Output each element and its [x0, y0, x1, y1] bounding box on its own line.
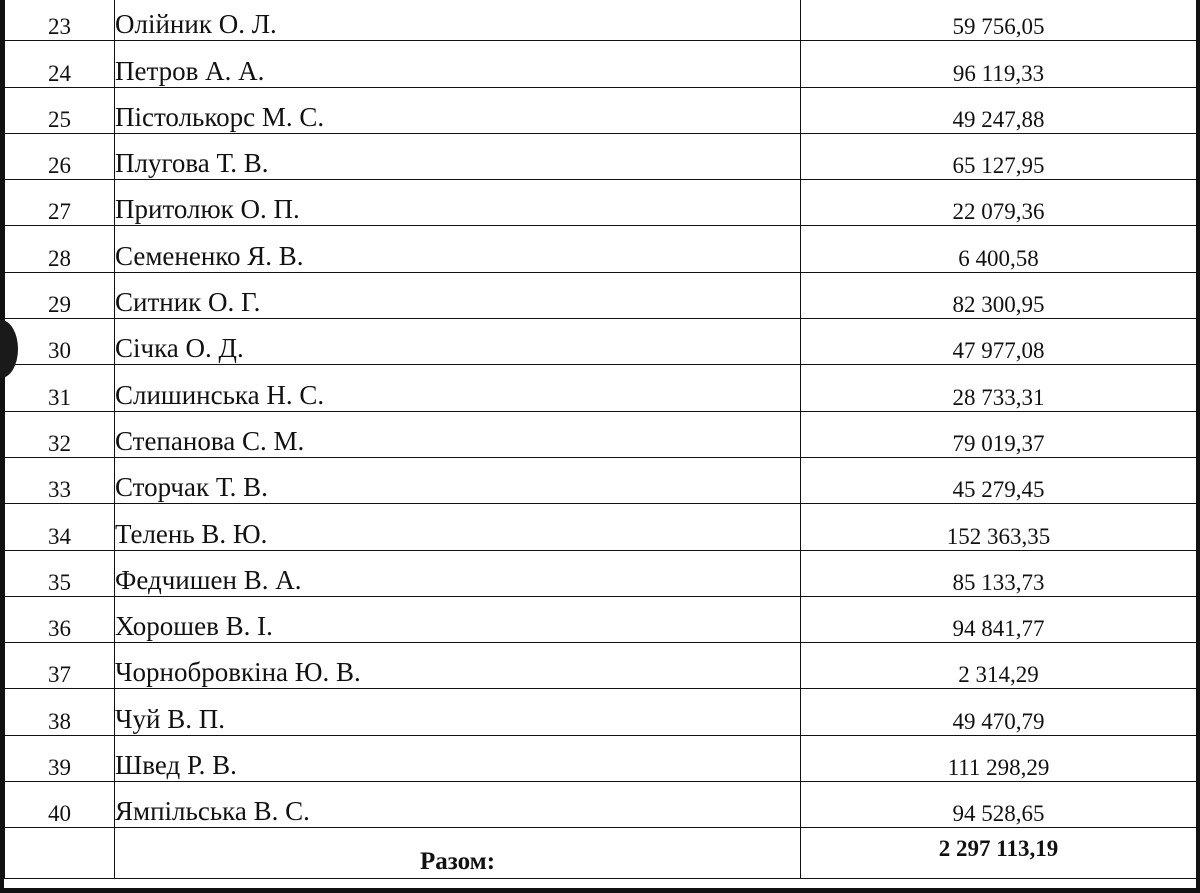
payments-table [4, 0, 1197, 879]
right-window-edge [1196, 0, 1200, 893]
person-name: Степанова С. М. [115, 411, 801, 457]
person-name: Олійник О. Л. [115, 0, 801, 41]
amount-value: 45 279,45 [801, 457, 1197, 503]
amount-value: 2 314,29 [801, 643, 1197, 689]
table-row [5, 550, 1197, 596]
person-name: Січка О. Д. [115, 319, 801, 365]
table-row [5, 365, 1197, 411]
person-name: Сторчак Т. В. [115, 457, 801, 503]
amount-value: 79 019,37 [801, 411, 1197, 457]
row-number: 29 [5, 272, 115, 318]
table-row [5, 457, 1197, 503]
person-name: Чуй В. П. [115, 689, 801, 735]
row-number: 26 [5, 133, 115, 179]
row-number: 39 [5, 735, 115, 781]
total-row-number [5, 828, 115, 879]
amount-value: 49 470,79 [801, 689, 1197, 735]
row-number: 36 [5, 596, 115, 642]
amount-value: 49 247,88 [801, 87, 1197, 133]
amount-value: 47 977,08 [801, 319, 1197, 365]
person-name: Плугова Т. В. [115, 133, 801, 179]
row-number: 31 [5, 365, 115, 411]
row-number: 38 [5, 689, 115, 735]
table-row [5, 0, 1197, 41]
person-name: Пістолькорс М. С. [115, 87, 801, 133]
total-label: Разом: [115, 828, 801, 879]
row-number: 40 [5, 782, 115, 828]
payments-table-body [5, 0, 1197, 879]
row-number: 37 [5, 643, 115, 689]
table-row [5, 133, 1197, 179]
table-row [5, 643, 1197, 689]
row-number: 23 [5, 0, 115, 41]
person-name: Швед Р. В. [115, 735, 801, 781]
amount-value: 152 363,35 [801, 504, 1197, 550]
table-row [5, 735, 1197, 781]
total-row [5, 828, 1197, 879]
row-number: 27 [5, 180, 115, 226]
table-row [5, 272, 1197, 318]
table-row [5, 504, 1197, 550]
person-name: Чорнобровкіна Ю. В. [115, 643, 801, 689]
row-number: 24 [5, 41, 115, 87]
amount-value: 22 079,36 [801, 180, 1197, 226]
person-name: Слишинська Н. С. [115, 365, 801, 411]
row-number: 30 [5, 319, 115, 365]
amount-value: 85 133,73 [801, 550, 1197, 596]
amount-value: 6 400,58 [801, 226, 1197, 272]
person-name: Ямпільська В. С. [115, 782, 801, 828]
person-name: Семененко Я. В. [115, 226, 801, 272]
row-number: 33 [5, 457, 115, 503]
person-name: Ситник О. Г. [115, 272, 801, 318]
amount-value: 28 733,31 [801, 365, 1197, 411]
table-row [5, 319, 1197, 365]
amount-value: 65 127,95 [801, 133, 1197, 179]
table-row [5, 411, 1197, 457]
person-name: Федчишен В. А. [115, 550, 801, 596]
total-amount: 2 297 113,19 [801, 828, 1197, 879]
row-number: 35 [5, 550, 115, 596]
amount-value: 94 528,65 [801, 782, 1197, 828]
person-name: Притолюк О. П. [115, 180, 801, 226]
row-number: 25 [5, 87, 115, 133]
amount-value: 94 841,77 [801, 596, 1197, 642]
bottom-window-edge [0, 888, 1200, 893]
amount-value: 111 298,29 [801, 735, 1197, 781]
amount-value: 59 756,05 [801, 0, 1197, 41]
person-name: Петров А. А. [115, 41, 801, 87]
amount-value: 96 119,33 [801, 41, 1197, 87]
table-row [5, 87, 1197, 133]
table-row [5, 180, 1197, 226]
left-window-edge [0, 0, 4, 893]
person-name: Хорошев В. І. [115, 596, 801, 642]
person-name: Телень В. Ю. [115, 504, 801, 550]
table-row [5, 41, 1197, 87]
row-number: 34 [5, 504, 115, 550]
row-number: 28 [5, 226, 115, 272]
row-number: 32 [5, 411, 115, 457]
amount-value: 82 300,95 [801, 272, 1197, 318]
table-row [5, 689, 1197, 735]
table-row [5, 782, 1197, 828]
table-row [5, 596, 1197, 642]
table-row [5, 226, 1197, 272]
